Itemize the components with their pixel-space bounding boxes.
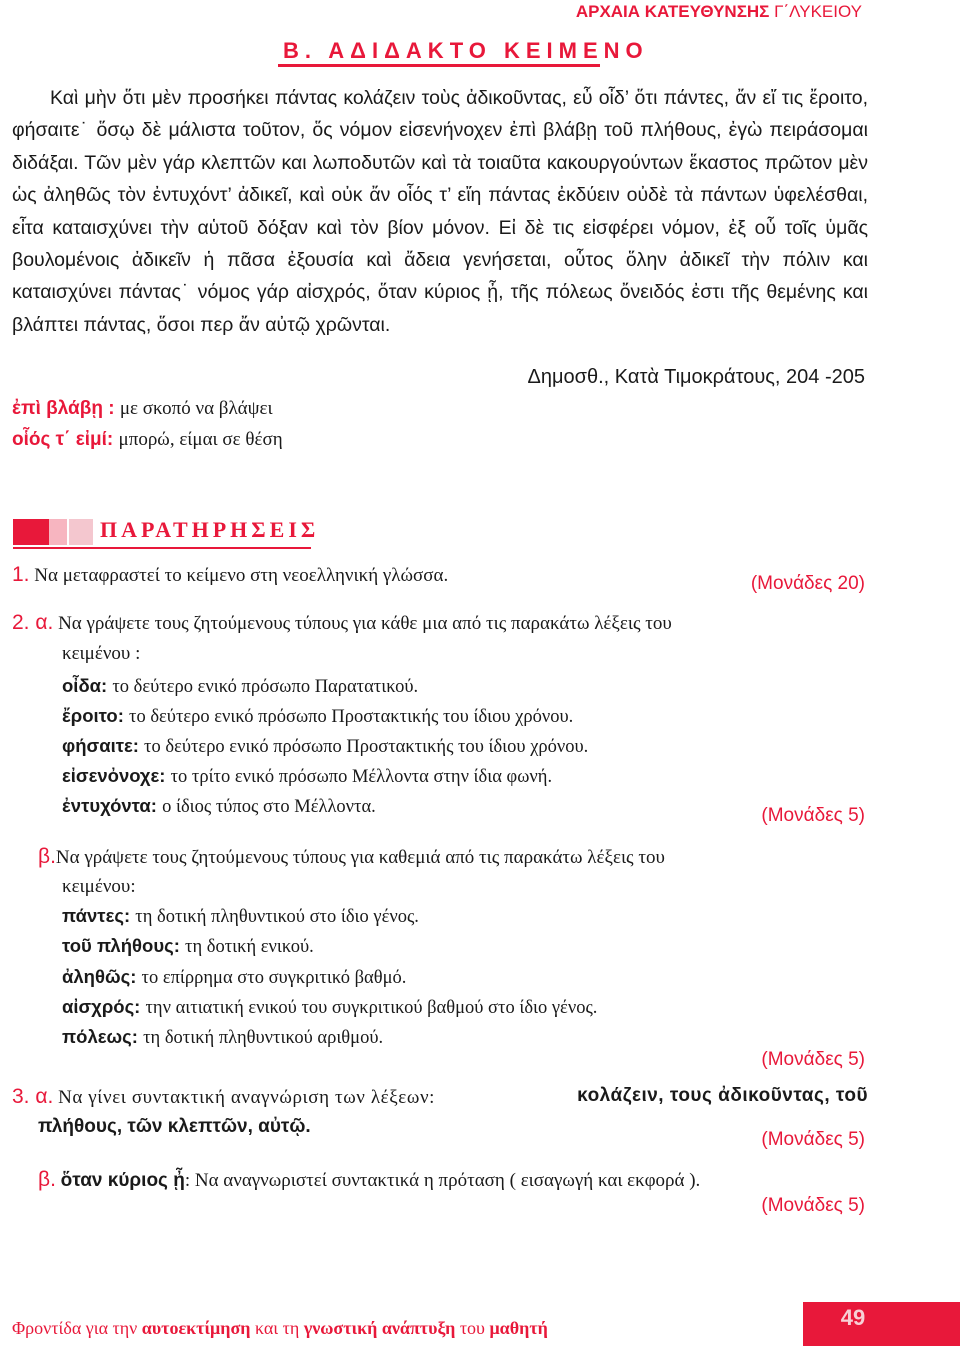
word-term: εἰσενὀνοχε: (62, 765, 166, 786)
question-number: 3. α. (12, 1085, 54, 1108)
glossary-entry (12, 429, 283, 451)
marks-label: (Μονάδες 5) (761, 1129, 865, 1150)
word-term: τοῦ πλήθους: (62, 935, 180, 956)
word-item (62, 675, 418, 698)
glossary-term: ἐπὶ βλάβῃ : (12, 398, 115, 419)
word-term: πάντες: (62, 905, 131, 926)
word-item (62, 795, 376, 818)
word-term: ἀληθῶς: (62, 966, 137, 987)
question-3b (38, 1168, 700, 1192)
question-2b (38, 845, 665, 869)
word-term: αἰσχρός: (62, 996, 141, 1017)
passage-text: Καὶ μὴν ὅτι μὲν προσήκει πάντας κολάζειν τοὺς ἀδικοῦντας, εὖ οἶδ’ ὅτι πάντες, ἄν εἴ τις ἔροιτο, φήσαιτε˙ ὅσῳ δὲ μάλιστα τοῦτον, ὅς νόμον εἰσενήνοχεν ἐπὶ βλάβῃ τοῦ πλήθους, ἐγὼ πειράσομαι διδάξαι. Τῶν μὲν γάρ κλεπτῶν και λωποδυτῶν καὶ τὰ τοιαῦτα κακουργούντων ἕκαστος πρῶτον μὲν ὡς ἀληθῶς τὸν ἐντυχόντ’ ἀδικεῖ, καὶ οὐκ ἄν οἷός τ’ εἴη πάντας ἐκδύειν οὐδὲ τὰ πάντων ὑφελέσθαι, εἶτα καταισχύνει τὴν αὑτοῦ δόξαν καὶ τὸν βίον μόνον. Εἰ δὲ τις εἰσφέρει νόμον, ἐξ οὗ τοῖς ὑμᾶς βουλομένοις ἀδικεῖν ἡ πᾶσα ἐξουσία καὶ ἄδεια γενήσεται, οὗτος ὅλην ἀδικεῖ τὴν πόλιν και καταισχύνει πάντας˙ νόμος γάρ αἰσχρός, ὅταν κύριος ᾖ, τῆς πόλεως ὄνειδός ἐστι τῆς θεμένης και βλάπτει πάντας, ὅσοι περ ἄν αὐτῷ χρῶνται. (12, 87, 868, 336)
word-desc: το επίρρημα στο συγκριτικό βαθμό. (141, 968, 407, 988)
glossary-definition: μπορώ, είμαι σε θέση (118, 429, 283, 450)
section-title: Β. ΑΔΙΔΑΚΤΟ ΚΕΙΜΕΝΟ (283, 38, 649, 63)
footer-text-bold: αυτοεκτίμηση (141, 1318, 251, 1338)
footer-text-part: του (455, 1318, 490, 1338)
title-underline (278, 64, 600, 67)
glossary-entry (12, 398, 273, 420)
word-item (62, 765, 552, 788)
word-item (62, 966, 406, 989)
question-text-cont: κειμένου : (62, 643, 141, 664)
heading-square-icon (49, 519, 67, 545)
word-desc: το δεύτερο ενικό πρόσωπο Προστακτικής του ίδιου χρόνου. (144, 737, 589, 757)
observations-title: ΠΑΡΑΤΗΡΗΣΕΙΣ (100, 517, 320, 542)
footer-slogan (12, 1318, 548, 1339)
footer-text-part: Φροντίδα για την (12, 1318, 142, 1338)
ancient-passage (12, 82, 868, 341)
glossary-term: οἷός τ΄ εἰμί: (12, 429, 114, 450)
heading-square-icon (13, 519, 49, 545)
word-term: φήσαιτε: (62, 735, 139, 756)
question-text: Να γράψετε τους ζητούμενους τύπους για καθεμιά από τις παρακάτω λέξεις του (55, 847, 665, 868)
question-text: Να γράψετε τους ζητούμενους τύπους για κάθε μια από τις παρακάτω λέξεις του (58, 613, 672, 634)
footer-text-bold: γνωστική ανάπτυξη (303, 1318, 456, 1338)
running-header-bold: ΑΡΧΑΙΑ ΚΑΤΕΥΘΥΝΣΗΣ (575, 2, 770, 21)
question-3a (12, 1085, 868, 1109)
question-words-cont: πλήθους, τῶν κλεπτῶν, αὐτῷ. (38, 1116, 311, 1137)
running-header (576, 2, 862, 22)
question-number: β. (38, 1168, 56, 1191)
question-term: ὅταν κύριος ᾖ (60, 1170, 185, 1191)
question-number: β. (38, 845, 56, 868)
word-desc: το τρίτο ενικό πρόσωπο Μέλλοντα στην ίδια φωνή. (170, 767, 553, 787)
question-text: Να μεταφραστεί το κείμενο στη νεοελληνική γλώσσα. (34, 565, 449, 586)
word-term: ἔροιτο: (62, 705, 124, 726)
word-desc: ο ίδιος τύπος στο Μέλλοντα. (162, 797, 376, 817)
question-number: 1. (12, 563, 30, 586)
heading-square-icon (69, 519, 93, 545)
question-text-cont: κειμένου: (62, 876, 136, 897)
word-desc: τη δοτική πληθυντικού αριθμού. (143, 1028, 384, 1048)
word-desc: τη δοτική ενικού. (185, 937, 314, 957)
question-1 (12, 563, 448, 587)
question-text: : Να αναγνωριστεί συντακτικά η πρόταση ( εισαγωγή και εκφορά ). (184, 1170, 701, 1191)
word-term: πόλεως: (62, 1026, 138, 1047)
word-desc: το δεύτερο ενικό πρόσωπο Προστακτικής του ίδιου χρόνου. (129, 707, 574, 727)
marks-label: (Μονάδες 5) (761, 1049, 865, 1070)
marks-label: (Μονάδες 5) (761, 1195, 865, 1216)
observations-underline (13, 547, 311, 549)
marks-label: (Μονάδες 5) (761, 805, 865, 826)
word-item (62, 705, 573, 728)
word-desc: το δεύτερο ενικό πρόσωπο Παρατατικού. (112, 677, 419, 697)
word-item (62, 905, 419, 928)
question-number: 2. α. (12, 611, 54, 634)
word-term: οἶδα: (62, 675, 108, 696)
page-number: 49 (840, 1305, 866, 1330)
word-desc: την αιτιατική ενικού του συγκριτικού βαθμού στο ίδιο γένος. (145, 998, 598, 1018)
footer-text-bold: μαθητή (489, 1318, 548, 1338)
word-term: ἐντυχόντα: (62, 795, 157, 816)
word-desc: τη δοτική πληθυντικού στο ίδιο γένος. (135, 907, 419, 927)
marks-label: (Μονάδες 20) (750, 573, 865, 594)
question-text: Να γίνει συντακτική αναγνώριση των λέξεων: (58, 1087, 436, 1108)
word-item (62, 935, 314, 958)
word-item (62, 735, 588, 758)
question-2a (12, 611, 672, 635)
footer-text-part: και τη (250, 1318, 304, 1338)
passage-source: Δημοσθ., Κατὰ Τιμοκράτους, 204 -205 (527, 366, 865, 388)
word-item (62, 1026, 383, 1049)
glossary-definition: με σκοπό να βλάψει (119, 398, 273, 419)
word-item (62, 996, 597, 1019)
question-words: κολάζειν, τους ἀδικοῦντας, τοῦ (577, 1085, 868, 1106)
running-header-light: Γ΄ΛΥΚΕΙΟΥ (774, 2, 862, 21)
